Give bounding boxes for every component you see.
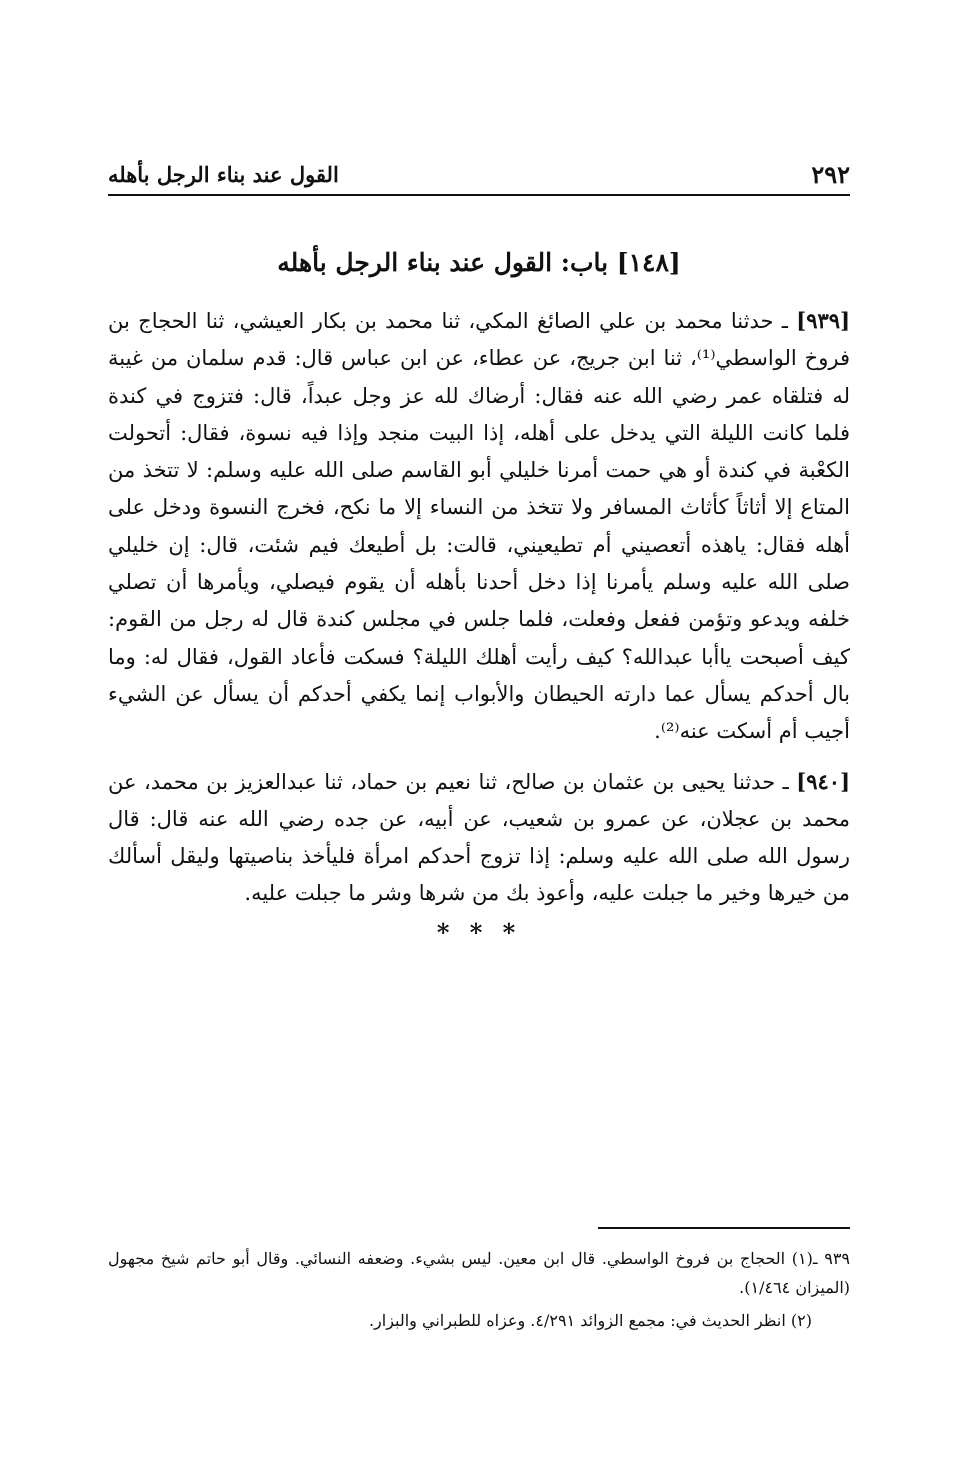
main-text — [108, 302, 850, 913]
hadith-number: [٩٤٠] — [796, 768, 850, 794]
page-header — [108, 160, 850, 192]
section-separator: * * * — [436, 918, 522, 947]
running-title: القول عند بناء الرجل بأهله — [108, 162, 339, 187]
hadith-number: [٩٣٩] — [796, 308, 850, 333]
footnotes — [108, 1244, 850, 1335]
footnote-rule — [598, 1227, 850, 1229]
header-rule — [108, 194, 850, 196]
hadith-paragraph — [108, 763, 850, 913]
footnote: (٢) انظر الحديث في: مجمع الزوائد ٤/٢٩١. وعزاه للطبراني والبزار. — [368, 1311, 812, 1330]
hadith-text: ـ حدثنا يحيى بن عثمان بن صالح، ثنا نعيم بن حماد، ثنا عبدالعزيز بن محمد، عن محمد بن عجلان، عن عمرو بن شعيب، عن أبيه، عن جده رضي الله عنه قال: قال رسول الله صلى الله عليه وسلم: إذا تزوج أحدكم امرأة فليأخذ بناصيتها وليقل أسألك من خيرها وخير ما جبلت عليه، وأعوذ بك من شرها وشر ما جبلت عليه. — [108, 769, 850, 906]
hadith-text: ـ حدثنا محمد بن علي الصائغ المكي، ثنا محمد بن بكار العيشي، ثنا الحجاج بن فروخ الواسطي⁽¹⁾، ثنا ابن جريج، عن عطاء، عن ابن عباس قال: قدم سلمان من غيبة له فتلقاه عمر رضي الله عنه فقال: أرضاك لله عز وجل عبداً، قال: فتزوج في كندة فلما كانت الليلة التي يدخل على أهله، إذا البيت منجد وإذا فيه نسوة، فقال: أتحولت الكعْبة في كندة أو هي حمت أمرنا خليلي أبو القاسم صلى الله عليه وسلم: لا تتخذ من المتاع إلا أثاثاً كأثاث المسافر ولا تتخذ من النساء إلا ما نكح، فخرج النسوة ودخل على أهله فقال: ياهذه أتعصيني أم تطيعيني، قالت: بل أطيعك فيم شئت، قال: إن خليلي صلى الله عليه وسلم يأمرنا إذا دخل أحدنا بأهله أن يقوم فيصلي، ويأمرها أن تصلي خلفه ويدعو وتؤمن ففعل وفعلت، فلما جلس في مجلس كندة قال له رجل من القوم: كيف أصبحت ياأبا عبدالله؟ كيف رأيت أهلك الليلة؟ فسكت فأعاد القول، فقال له: وما بال أحدكم يسأل عما دارته الحيطان والأبواب إنما يكفي أحدكم أن يسأل عن الشيء أجيب أم أسكت عنه⁽²⁾. — [108, 309, 850, 744]
chapter-title: [١٤٨] باب: القول عند بناء الرجل بأهله — [277, 248, 681, 277]
footnote: ٩٣٩ ـ(١) الحجاج بن فروخ الواسطي. قال ابن معين. ليس بشيء. وضعفه النسائي. وقال أبو حاتم شيخ مجهول (الميزان ١/٤٦٤). — [108, 1249, 850, 1297]
hadith-paragraph — [108, 302, 850, 751]
page-number: ٢٩٢ — [811, 160, 850, 189]
